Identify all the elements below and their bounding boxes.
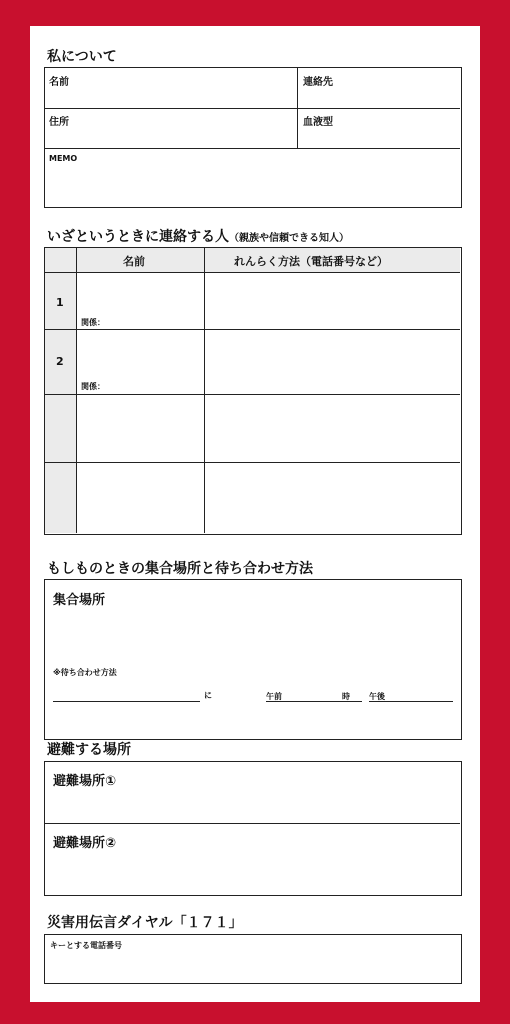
contact-label: 連絡先 xyxy=(303,77,333,88)
emergency-heading xyxy=(47,226,349,246)
divider xyxy=(76,248,77,533)
contacts-table xyxy=(44,247,462,535)
name-label: 名前 xyxy=(49,77,69,88)
divider xyxy=(297,68,298,148)
evacuation-place-2: 避難場所② xyxy=(53,836,117,851)
about-heading: 私について xyxy=(47,49,117,65)
meeting-heading: もしものときの集合場所と待ち合わせ方法 xyxy=(47,561,313,577)
evacuation-heading: 避難する場所 xyxy=(47,742,131,758)
divider xyxy=(45,108,460,109)
evacuation-place-1: 避難場所① xyxy=(53,774,117,789)
divider xyxy=(45,823,460,824)
address-label: 住所 xyxy=(49,117,69,128)
am-label: 午前 xyxy=(266,692,282,701)
key-phone-label: キーとする電話番号 xyxy=(50,941,122,950)
pm-line xyxy=(369,701,453,702)
ni-label: に xyxy=(204,691,212,700)
dial-box xyxy=(44,934,462,984)
evacuation-box xyxy=(44,761,462,896)
meeting-method-note: ※待ち合わせ方法 xyxy=(53,668,117,677)
divider xyxy=(45,329,460,330)
row-number: 1 xyxy=(56,296,64,309)
emergency-heading-sub: （親族や信頼できる知人） xyxy=(229,233,349,244)
row-number: 2 xyxy=(56,355,64,368)
emergency-heading-main: いざというときに連絡する人 xyxy=(47,229,229,245)
pm-label: 午後 xyxy=(369,692,385,701)
meeting-box xyxy=(44,579,462,740)
meeting-place-label: 集合場所 xyxy=(53,593,106,608)
column-header-name: 名前 xyxy=(123,255,145,268)
memo-label: MEMO xyxy=(49,154,78,163)
hour-label: 時 xyxy=(342,692,350,701)
relation-label: 関係： xyxy=(81,382,105,391)
blood-type-label: 血液型 xyxy=(303,117,333,128)
dial-heading: 災害用伝言ダイヤル「１７１」 xyxy=(47,915,243,931)
divider xyxy=(45,394,460,395)
relation-label: 関係： xyxy=(81,318,105,327)
divider xyxy=(45,462,460,463)
divider xyxy=(204,248,205,533)
number-column-bg xyxy=(45,272,76,533)
meeting-place-line xyxy=(53,701,200,702)
divider xyxy=(45,148,460,149)
divider xyxy=(45,272,460,273)
about-table xyxy=(44,67,462,208)
column-header-method: れんらく方法（電話番号など） xyxy=(234,255,388,268)
emergency-card xyxy=(30,26,480,1002)
